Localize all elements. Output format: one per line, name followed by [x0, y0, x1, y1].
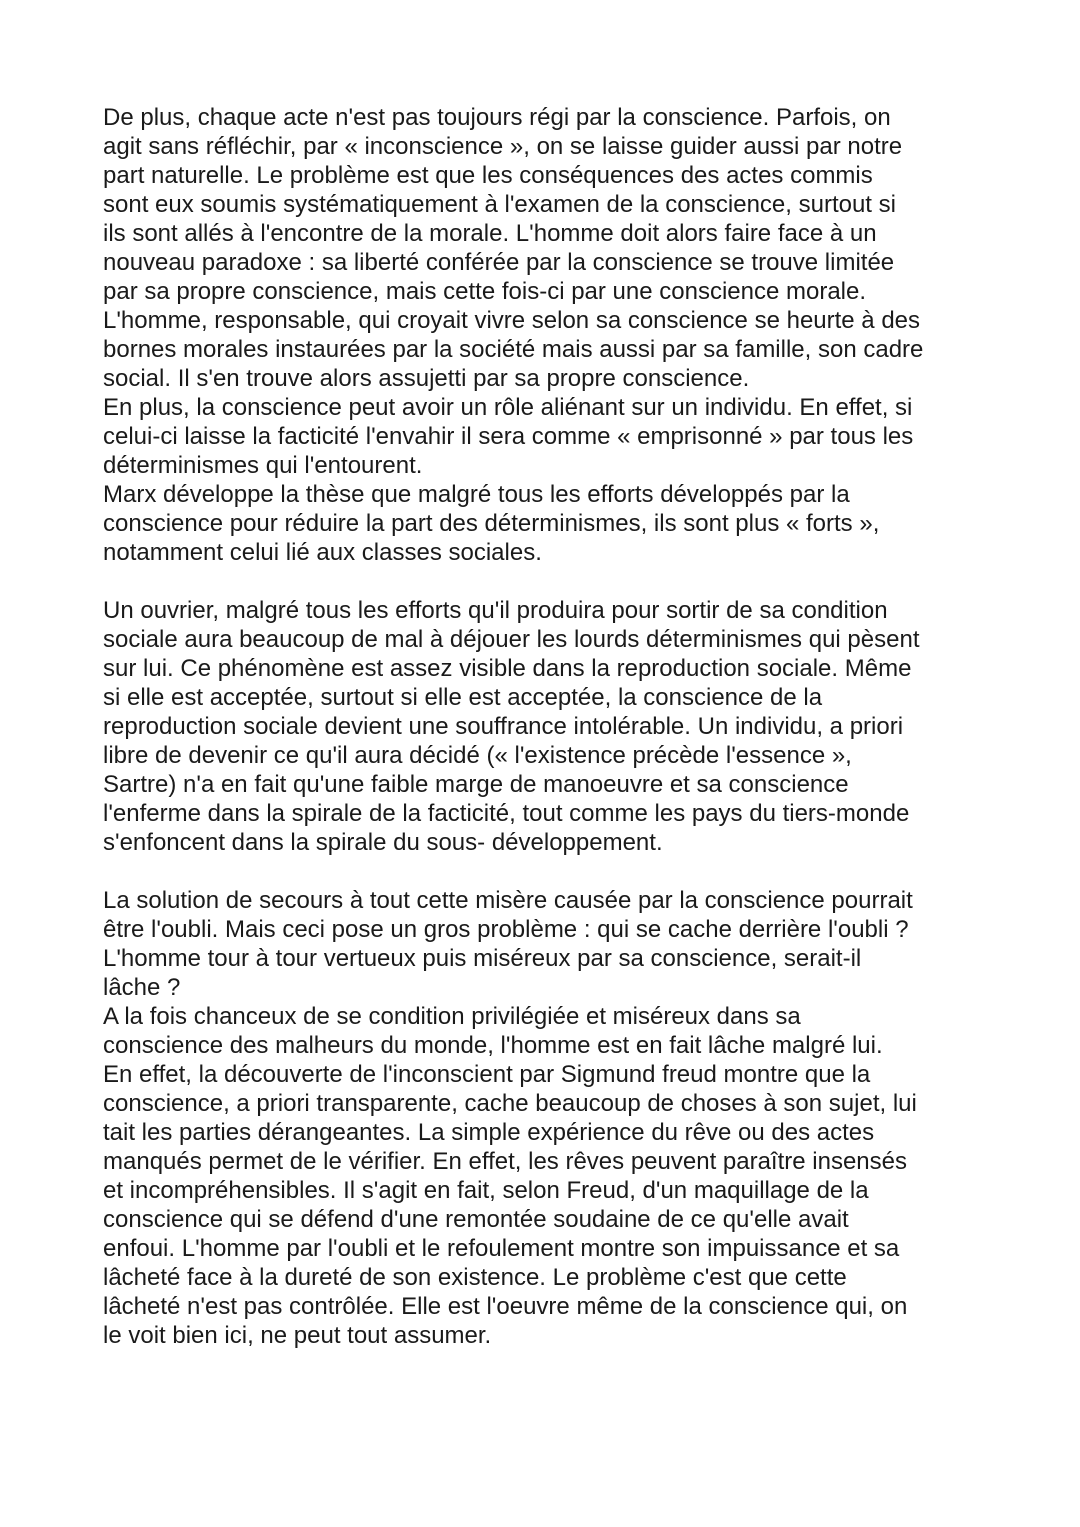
document-page [103, 103, 993, 1350]
text-line: s'enfoncent dans la spirale du sous- développement. [103, 829, 663, 856]
text-line: A la fois chanceux de se condition privilégiée et miséreux dans sa [103, 1003, 801, 1030]
text-line: L'homme, responsable, qui croyait vivre selon sa conscience se heurte à des [103, 307, 921, 334]
text-line: libre de devenir ce qu'il aura décidé (« l'existence précède l'essence », [103, 742, 852, 769]
text-line: En plus, la conscience peut avoir un rôle aliénant sur un individu. En effet, si [103, 394, 913, 421]
text-line: bornes morales instaurées par la société mais aussi par sa famille, son cadre [103, 336, 924, 363]
text-line: Marx développe la thèse que malgré tous les efforts développés par la [103, 481, 850, 508]
text-line: sur lui. Ce phénomène est assez visible dans la reproduction sociale. Même [103, 655, 912, 682]
text-line: lâcheté n'est pas contrôlée. Elle est l'oeuvre même de la conscience qui, on [103, 1293, 908, 1320]
text-line: nouveau paradoxe : sa liberté conférée par la conscience se trouve limitée [103, 249, 895, 276]
text-line: conscience pour réduire la part des déterminismes, ils sont plus « forts », [103, 510, 880, 537]
text-line: l'enferme dans la spirale de la facticité, tout comme les pays du tiers-monde [103, 800, 910, 827]
text-line: agit sans réfléchir, par « inconscience », on se laisse guider aussi par notre [103, 133, 903, 160]
text-line: Un ouvrier, malgré tous les efforts qu'il produira pour sortir de sa condition [103, 597, 888, 624]
text-line: manqués permet de le vérifier. En effet, les rêves peuvent paraître insensés [103, 1148, 907, 1175]
text-line: lâcheté face à la dureté de son existence. Le problème c'est que cette [103, 1264, 847, 1291]
text-line: notamment celui lié aux classes sociales. [103, 539, 542, 566]
paragraph-gap [103, 567, 993, 596]
text-line: conscience qui se défend d'une remontée soudaine de ce qu'elle avait [103, 1206, 849, 1233]
text-line: conscience, a priori transparente, cache beaucoup de choses à son sujet, lui [103, 1090, 917, 1117]
text-line: sont eux soumis systématiquement à l'examen de la conscience, surtout si [103, 191, 896, 218]
text-line: par sa propre conscience, mais cette fois-ci par une conscience morale. [103, 278, 867, 305]
text-line: lâche ? [103, 974, 181, 1001]
text-line: si elle est acceptée, surtout si elle est acceptée, la conscience de la [103, 684, 823, 711]
text-line: L'homme tour à tour vertueux puis miséreux par sa conscience, serait-il [103, 945, 862, 972]
text-line: tait les parties dérangeantes. La simple expérience du rêve ou des actes [103, 1119, 875, 1146]
text-line: En effet, la découverte de l'inconscient par Sigmund freud montre que la [103, 1061, 871, 1088]
text-line: et incompréhensibles. Il s'agit en fait, selon Freud, d'un maquillage de la [103, 1177, 869, 1204]
text-line: Sartre) n'a en fait qu'une faible marge de manoeuvre et sa conscience [103, 771, 849, 798]
paragraph-gap [103, 857, 993, 886]
text-line: De plus, chaque acte n'est pas toujours régi par la conscience. Parfois, on [103, 104, 891, 131]
text-line: part naturelle. Le problème est que les conséquences des actes commis [103, 162, 873, 189]
text-line: ils sont allés à l'encontre de la morale. L'homme doit alors faire face à un [103, 220, 877, 247]
text-line: celui-ci laisse la facticité l'envahir il sera comme « emprisonné » par tous les [103, 423, 914, 450]
text-line: La solution de secours à tout cette misère causée par la conscience pourrait [103, 887, 913, 914]
text-line: sociale aura beaucoup de mal à déjouer les lourds déterminismes qui pèsent [103, 626, 920, 653]
text-line: reproduction sociale devient une souffrance intolérable. Un individu, a priori [103, 713, 904, 740]
text-line: le voit bien ici, ne peut tout assumer. [103, 1322, 492, 1349]
text-line: être l'oubli. Mais ceci pose un gros problème : qui se cache derrière l'oubli ? [103, 916, 909, 943]
text-line: conscience des malheurs du monde, l'homme est en fait lâche malgré lui. [103, 1032, 883, 1059]
text-line: déterminismes qui l'entourent. [103, 452, 423, 479]
text-line: enfoui. L'homme par l'oubli et le refoulement montre son impuissance et sa [103, 1235, 900, 1262]
text-line: social. Il s'en trouve alors assujetti par sa propre conscience. [103, 365, 750, 392]
